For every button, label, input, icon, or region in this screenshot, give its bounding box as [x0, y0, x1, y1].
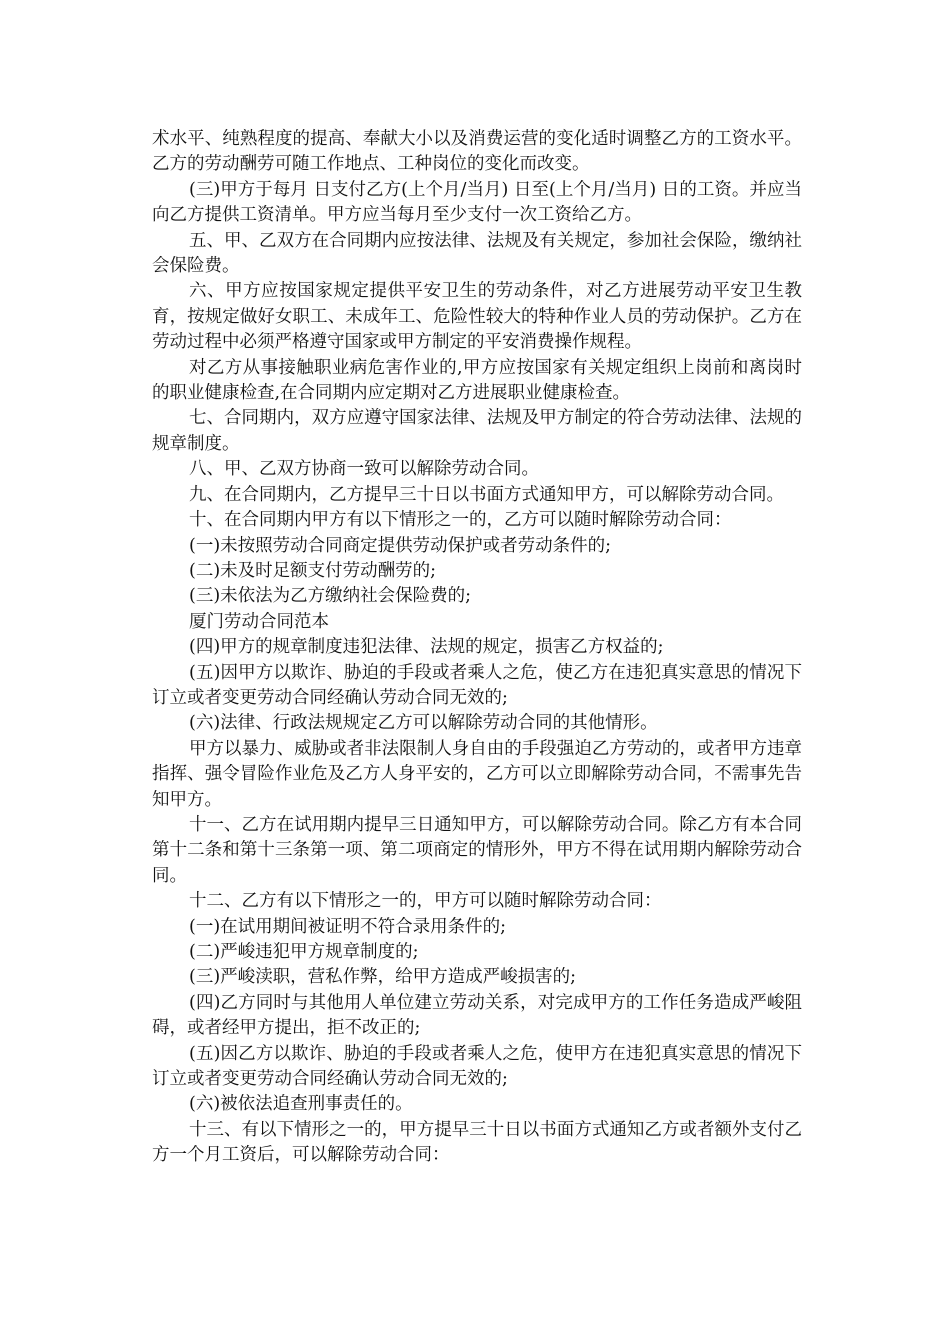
- paragraph-article-6: 六、甲方应按国家规定提供平安卫生的劳动条件，对乙方进展劳动平安卫生教育，按规定做好女职工、未成年工、危险性较大的特种作业人员的劳动保护。乙方在劳动过程中必须严格遵守国家或甲方制定的平安消费操作规程。: [152, 281, 802, 353]
- paragraph-article-7: 七、合同期内，双方应遵守国家法律、法规及甲方制定的符合劳动法律、法规的规章制度。: [152, 408, 802, 454]
- paragraph-continued: 术水平、纯熟程度的提高、奉献大小以及消费运营的变化适时调整乙方的工资水平。乙方的劳动酬劳可随工作地点、工种岗位的变化而改变。: [152, 129, 802, 175]
- paragraph-immediate-termination: 甲方以暴力、威胁或者非法限制人身自由的手段强迫乙方劳动的，或者甲方违章指挥、强令冒险作业危及乙方人身平安的，乙方可以立即解除劳动合同，不需事先告知甲方。: [152, 738, 802, 810]
- paragraph-article-12: 十二、乙方有以下情形之一的，甲方可以随时解除劳动合同：: [189, 891, 662, 912]
- list-item-10-6: (六)法律、行政法规规定乙方可以解除劳动合同的其他情形。: [189, 713, 658, 734]
- document-page: [152, 127, 802, 1169]
- list-item-10-3: (三)未依法为乙方缴纳社会保险费的;: [189, 586, 472, 607]
- paragraph-article-11: 十一、乙方在试用期内提早三日通知甲方，可以解除劳动合同。除乙方有本合同第十二条和第十三条第一项、第二项商定的情形外，甲方不得在试用期内解除劳动合同。: [152, 814, 802, 886]
- list-item-12-6: (六)被依法追查刑事责任的。: [189, 1094, 413, 1115]
- list-item-10-5: (五)因甲方以欺诈、胁迫的手段或者乘人之危，使乙方在违犯真实意思的情况下订立或者变更劳动合同经确认劳动合同无效的;: [152, 662, 802, 708]
- list-item-12-5: (五)因乙方以欺诈、胁迫的手段或者乘人之危，使甲方在违犯真实意思的情况下订立或者变更劳动合同经确认劳动合同无效的;: [152, 1043, 802, 1090]
- list-item-10-1: (一)未按照劳动合同商定提供劳动保护或者劳动条件的;: [189, 535, 612, 556]
- inline-document-title: 厦门劳动合同范本: [189, 611, 329, 632]
- paragraph-clause-3-pay-date: (三)甲方于每月 日支付乙方(上个月/当月) 日至(上个月/当月) 日的工资。并应当向乙方提供工资清单。甲方应当每月至少支付一次工资给乙方。: [152, 179, 802, 226]
- paragraph-occupational-health: 对乙方从事接触职业病危害作业的,甲方应按国家有关规定组织上岗前和离岗时的职业健康检查,在合同期内应定期对乙方进展职业健康检查。: [152, 357, 802, 404]
- paragraph-article-8: 八、甲、乙双方协商一致可以解除劳动合同。: [189, 459, 539, 480]
- list-item-10-4: (四)甲方的规章制度违犯法律、法规的规定，损害乙方权益的;: [189, 637, 664, 658]
- list-item-12-4: (四)乙方同时与其他用人单位建立劳动关系，对完成甲方的工作任务造成严峻阻碍，或者经甲方提出，拒不改正的;: [152, 992, 802, 1039]
- list-item-12-2: (二)严峻违犯甲方规章制度的;: [189, 942, 419, 962]
- list-item-12-3: (三)严峻渎职，营私作弊，给甲方造成严峻损害的;: [189, 967, 577, 988]
- paragraph-article-5: 五、甲、乙双方在合同期内应按法律、法规及有关规定，参加社会保险，缴纳社会保险费。: [152, 230, 802, 277]
- paragraph-article-10: 十、在合同期内甲方有以下情形之一的，乙方可以随时解除劳动合同：: [189, 510, 732, 531]
- paragraph-article-9: 九、在合同期内，乙方提早三十日以书面方式通知甲方，可以解除劳动合同。: [189, 484, 784, 505]
- list-item-12-1: (一)在试用期间被证明不符合录用条件的;: [189, 916, 507, 937]
- paragraph-article-13: 十三、有以下情形之一的，甲方提早三十日以书面方式通知乙方或者额外支付乙方一个月工资后，可以解除劳动合同：: [152, 1119, 802, 1166]
- list-item-10-2: (二)未及时足额支付劳动酬劳的;: [189, 560, 437, 581]
